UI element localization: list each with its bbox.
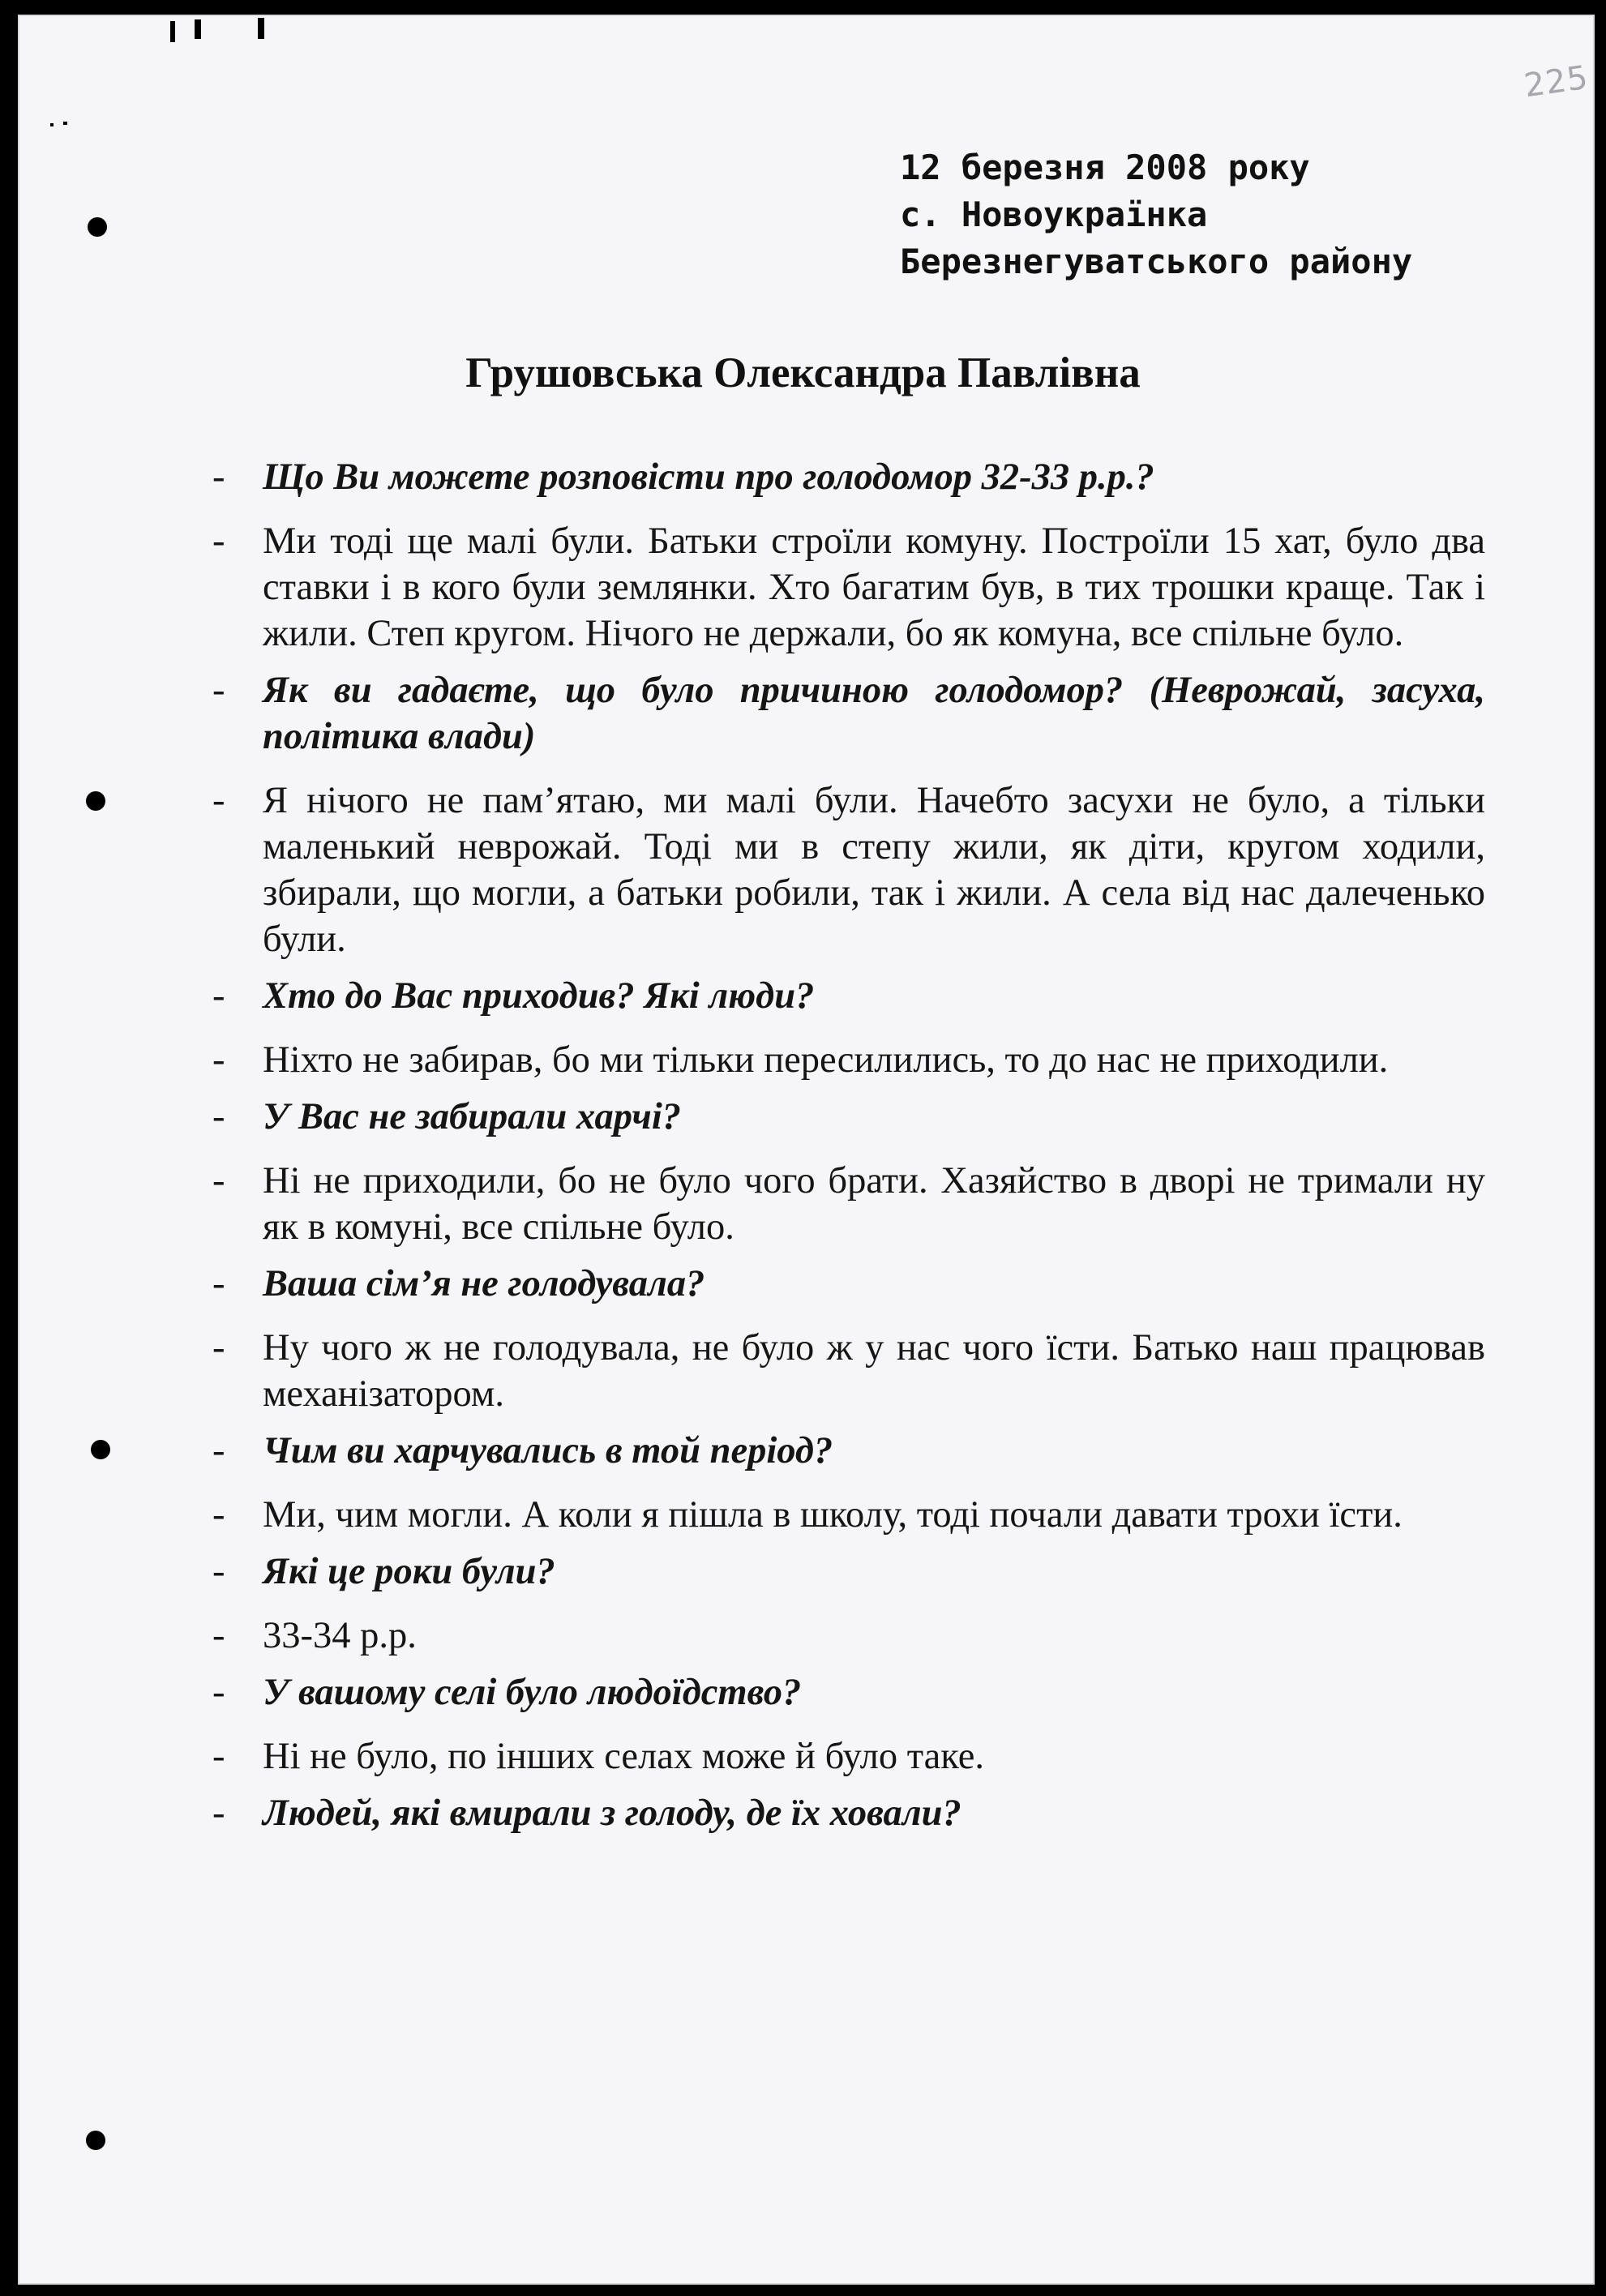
- question: - У Вас не забирали харчі?: [212, 1094, 1485, 1140]
- interview-transcript: [212, 454, 1485, 1836]
- header-village: с. Новоукраїнка: [900, 195, 1208, 234]
- punch-hole: [86, 791, 105, 811]
- punch-hole: [86, 2131, 105, 2150]
- scan-speck: [63, 122, 67, 125]
- answer: - Ні не приходили, бо не було чого брати. Хазяйство в дворі не тримали ну як в комуні, все спільне було.: [212, 1158, 1485, 1250]
- punch-hole: [91, 1440, 110, 1459]
- document-header: [900, 144, 1412, 285]
- answer: - Я нічого не пам’ятаю, ми малі були. Начебто засухи не було, а тільки маленький неврожай. Тоді ми в степу жили, як діти, кругом ходили, збирали, що могли, а батьки робили, так і жили. А села від нас далеченько були.: [212, 777, 1485, 962]
- answer: - Ми, чим могли. А коли я пішла в школу, тоді почали давати трохи їсти.: [212, 1492, 1485, 1538]
- question: - Хто до Вас приходив? Які люди?: [212, 973, 1485, 1019]
- punch-hole: [88, 217, 107, 237]
- answer: - Ну чого ж не голодувала, не було ж у нас чого їсти. Батько наш працював механізатором.: [212, 1325, 1485, 1417]
- question: - Як ви гадаєте, що було причиною голодомор? (Неврожай, засуха, політика влади): [212, 667, 1485, 760]
- answer: - 33-34 р.р.: [212, 1613, 1485, 1659]
- question: - Які це роки були?: [212, 1549, 1485, 1595]
- question: - У вашому селі було людоїдство?: [212, 1669, 1485, 1716]
- header-district: Березнегуватського району: [900, 242, 1413, 281]
- header-date: 12 березня 2008 року: [900, 148, 1310, 187]
- answer: - Ніхто не забирав, бо ми тільки пересилились, то до нас не приходили.: [212, 1037, 1485, 1083]
- answer: - Ні не було, по інших селах може й було таке.: [212, 1733, 1485, 1780]
- question: - Ваша сім’я не голодувала?: [212, 1261, 1485, 1307]
- question: - Чим ви харчувались в той період?: [212, 1428, 1485, 1474]
- question: - Людей, які вмирали з голоду, де їх ховали?: [212, 1790, 1485, 1836]
- handwritten-page-number: 225: [1522, 58, 1591, 105]
- question: - Що Ви можете розповісти про голодомор 32-33 р.р.?: [212, 454, 1485, 500]
- scan-speck: [258, 18, 264, 39]
- answer: - Ми тоді ще малі були. Батьки строїли комуну. Построїли 15 хат, було два ставки і в кого були землянки. Хто багатим був, в тих трошки краще. Так і жили. Степ кругом. Нічого не держали, бо як комуна, все спільне було.: [212, 518, 1485, 657]
- scan-speck: [50, 123, 54, 126]
- scan-speck: [170, 21, 175, 42]
- interviewee-name: Грушовська Олександра Павлівна: [465, 349, 1141, 396]
- scan-speck: [195, 19, 201, 39]
